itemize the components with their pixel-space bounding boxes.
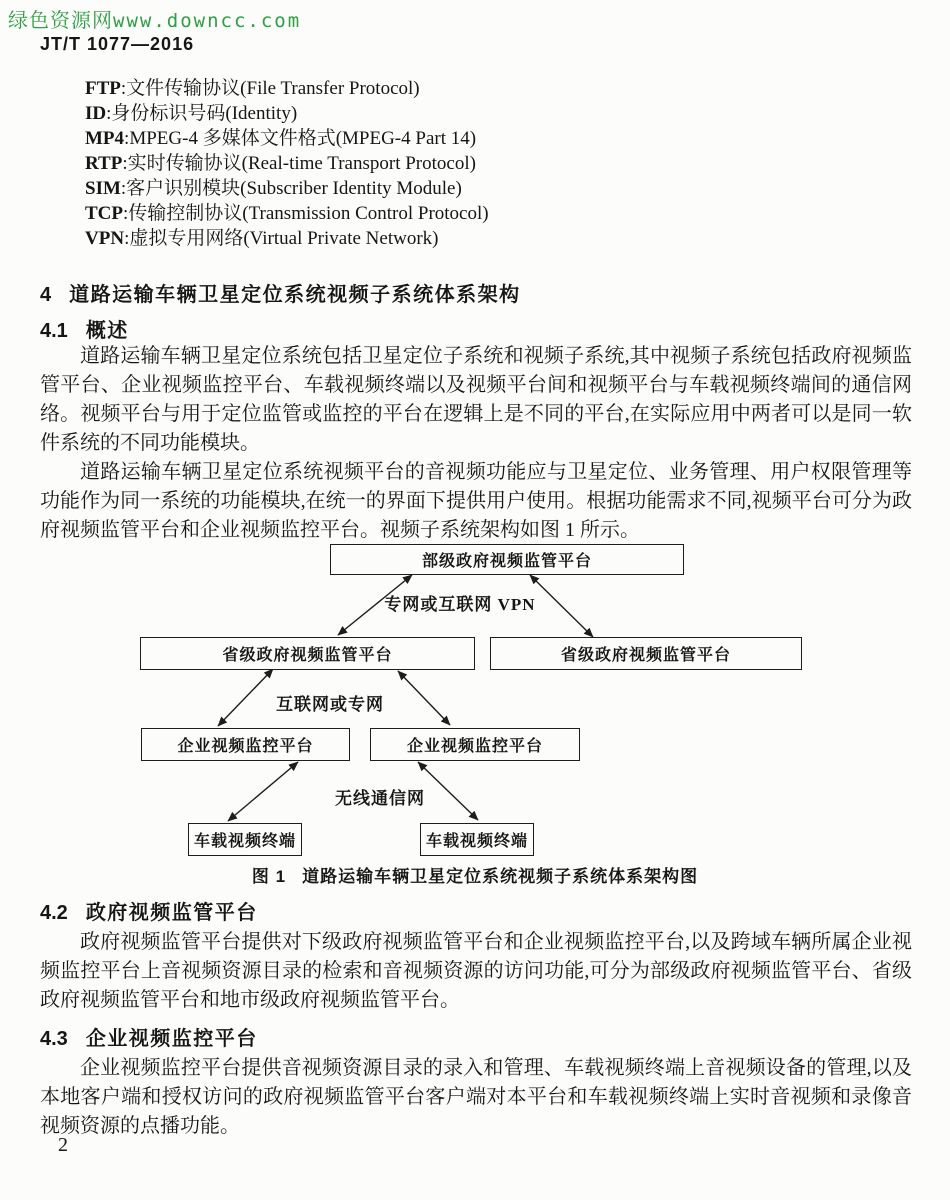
node-province-platform-right: 省级政府视频监管平台 bbox=[490, 637, 802, 670]
abbreviation-item bbox=[85, 176, 910, 201]
abbreviation-item bbox=[85, 151, 910, 176]
section-number: 4.2 bbox=[40, 902, 68, 924]
abbreviation-item bbox=[85, 126, 910, 151]
section-heading-4-2 bbox=[40, 896, 258, 925]
abbreviation-term: VPN bbox=[85, 228, 125, 249]
node-vehicle-terminal-left: 车载视频终端 bbox=[188, 823, 302, 856]
doc-number: JT/T 1077—2016 bbox=[40, 34, 195, 54]
figure-caption-title: 道路运输车辆卫星定位系统视频子系统体系架构图 bbox=[302, 867, 699, 886]
section-title: 道路运输车辆卫星定位系统视频子系统体系架构 bbox=[69, 284, 521, 306]
section-4-3-body bbox=[40, 1054, 912, 1141]
paragraph: 企业视频监控平台提供音视频资源目录的录入和管理、车载视频终端上音视频设备的管理,以及本地客户端和授权访问的政府视频监管平台客户端对本平台和车载视频终端上实时音视频和录像音视频资源的点播功能。 bbox=[40, 1057, 912, 1137]
abbreviation-term: SIM bbox=[85, 178, 121, 199]
abbreviation-term: RTP bbox=[85, 153, 123, 174]
abbreviation-definition: :身份标识号码(Identity) bbox=[106, 103, 298, 124]
section-number: 4.3 bbox=[40, 1028, 68, 1050]
node-province-platform-left: 省级政府视频监管平台 bbox=[140, 637, 475, 670]
abbreviation-definition: :MPEG-4 多媒体文件格式(MPEG-4 Part 14) bbox=[124, 128, 477, 149]
section-title: 概述 bbox=[85, 320, 129, 342]
watermark-site-url: www.downcc.com bbox=[113, 10, 302, 32]
abbreviation-term: FTP bbox=[85, 78, 121, 99]
watermark-site-name: 绿色资源网 bbox=[8, 10, 113, 32]
node-vehicle-terminal-right: 车载视频终端 bbox=[420, 823, 534, 856]
edge-label-internet: 互联网或专网 bbox=[276, 695, 384, 714]
section-title: 企业视频监控平台 bbox=[85, 1028, 258, 1050]
node-ministry-platform: 部级政府视频监管平台 bbox=[330, 544, 684, 575]
abbreviation-definition: :虚拟专用网络(Virtual Private Network) bbox=[124, 228, 439, 249]
figure-caption bbox=[0, 862, 950, 887]
abbreviation-term: MP4 bbox=[85, 128, 125, 149]
page-number: 2 bbox=[58, 1134, 68, 1156]
paragraph: 道路运输车辆卫星定位系统包括卫星定位子系统和视频子系统,其中视频子系统包括政府视频监管平台、企业视频监控平台、车载视频终端以及视频平台间和视频平台与车载视频终端间的通信网络。视频平台与用于定位监管或监控的平台在逻辑上是不同的平台,在实际应用中两者可以是同一软件系统的不同功能模块。 bbox=[40, 345, 912, 454]
paragraph: 政府视频监管平台提供对下级政府视频监管平台和企业视频监控平台,以及跨域车辆所属企业视频监控平台上音视频资源目录的检索和音视频资源的访问功能,可分为部级政府视频监管平台、省级政府视频监管平台和地市级政府视频监管平台。 bbox=[40, 931, 912, 1011]
abbreviation-term: ID bbox=[85, 103, 107, 124]
abbreviation-item bbox=[85, 201, 910, 226]
section-number: 4.1 bbox=[40, 320, 68, 342]
section-4-2-body bbox=[40, 928, 912, 1015]
abbreviation-item bbox=[85, 76, 910, 101]
node-enterprise-platform-left: 企业视频监控平台 bbox=[141, 728, 350, 761]
abbreviation-definition: :文件传输协议(File Transfer Protocol) bbox=[120, 78, 420, 99]
section-title: 政府视频监管平台 bbox=[85, 902, 258, 924]
abbreviation-list bbox=[85, 76, 910, 251]
edge-label-vpn: 专网或互联网 VPN bbox=[384, 595, 536, 614]
section-number: 4 bbox=[40, 284, 52, 306]
abbreviation-item bbox=[85, 226, 910, 251]
abbreviation-definition: :传输控制协议(Transmission Control Protocol) bbox=[123, 203, 489, 224]
abbreviation-definition: :实时传输协议(Real-time Transport Protocol) bbox=[122, 153, 476, 174]
section-heading-4-3 bbox=[40, 1022, 258, 1051]
section-heading-4 bbox=[40, 278, 521, 307]
abbreviation-item bbox=[85, 101, 910, 126]
section-heading-4-1 bbox=[40, 314, 129, 343]
watermark bbox=[8, 4, 301, 33]
figure-1-flowchart bbox=[95, 540, 815, 890]
figure-caption-number: 图 1 bbox=[251, 867, 287, 886]
paragraph: 道路运输车辆卫星定位系统视频平台的音视频功能应与卫星定位、业务管理、用户权限管理等功能作为同一系统的功能模块,在统一的界面下提供用户使用。根据功能需求不同,视频平台可分为政府视频监管平台和企业视频监控平台。视频子系统架构如图 1 所示。 bbox=[40, 461, 912, 541]
abbreviation-definition: :客户识别模块(Subscriber Identity Module) bbox=[120, 178, 462, 199]
edge-label-wireless: 无线通信网 bbox=[335, 789, 425, 808]
abbreviation-term: TCP bbox=[85, 203, 123, 224]
node-enterprise-platform-right: 企业视频监控平台 bbox=[370, 728, 580, 761]
section-4-1-body bbox=[40, 342, 912, 545]
